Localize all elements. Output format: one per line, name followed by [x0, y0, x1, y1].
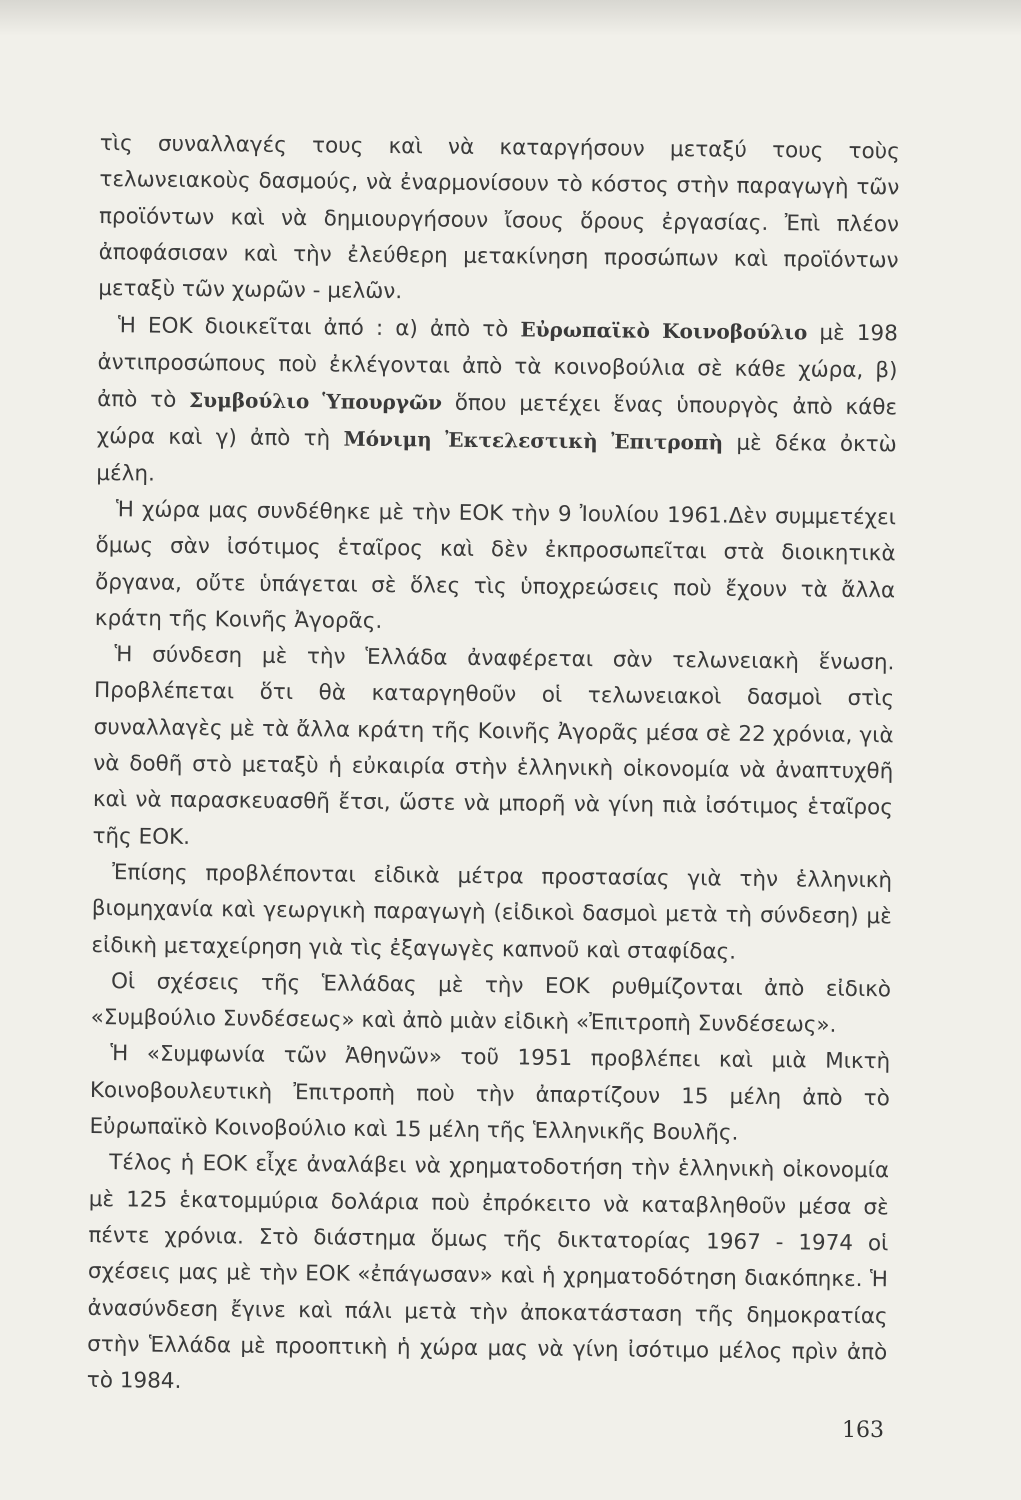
paragraph-4: Ἡ σύνδεση μὲ τὴν Ἑλλάδα ἀναφέρεται σὰν τελωνειακὴ ἕνωση. Προβλέπεται ὅτι θὰ καταργηθοῦν οἱ τελωνειακοὶ δασμοὶ στὶς συναλλαγὲς μὲ τὰ ἄλλα κράτη τῆς Κοινῆς Ἀγορᾶς μέσα σὲ 22 χρόνια, γιὰ νὰ δοθῆ στὸ μεταξὺ ἡ εὐκαιρία στὴν ἑλληνικὴ οἰκονομία νὰ ἀναπτυχθῆ καὶ νὰ παρασκευασθῆ ἔτσι, ὥστε νὰ μπορῆ νὰ γίνη πιὰ ἰσότιμος ἑταῖρος τῆς ΕΟΚ.: [92, 642, 895, 850]
paragraph-8: Τέλος ἡ ΕΟΚ εἶχε ἀναλάβει νὰ χρηματοδοτήση τὴν ἑλληνικὴ οἰκονομία μὲ 125 ἑκατομμύρια δολάρια ποὺ ἐπρόκειτο νὰ καταβληθοῦν μέσα σὲ πέντε χρόνια. Στὸ διάστημα ὅμως τῆς δικτατορίας 1967 - 1974 οἱ σχέσεις μας μὲ τὴν ΕΟΚ «ἐπάγωσαν» καὶ ἡ χρηματοδότηση διακόπηκε. Ἡ ἀνασύνδεση ἔγινε καὶ πάλι μετὰ τὴν ἀποκατάσταση τῆς δημοκρατίας στὴν Ἑλλάδα μὲ προοπτικὴ ἡ χώρα μας νὰ γίνη ἰσότιμο μέλος πρὶν ἀπὸ τὸ 1984.: [86, 1150, 890, 1395]
page-number: 163: [842, 1418, 884, 1443]
paragraph-5: Ἐπίσης προβλέπονται εἰδικὰ μέτρα προστασίας γιὰ τὴν ἑλληνικὴ βιομηχανία καὶ γεωργικὴ παραγωγὴ (εἰδικοὶ δασμοὶ μετὰ τὴ σύνδεση) μὲ εἰδικὴ μεταχείρηση γιὰ τὶς ἐξαγωγὲς καπνοῦ καὶ σταφίδας.: [91, 860, 893, 965]
page-body: [87, 126, 900, 1408]
term-executive-commission: Μόνιμη Ἐκτελεστικὴ Ἐπιτροπὴ: [343, 426, 724, 455]
term-european-parliament: Εὐρωπαϊκὸ Κοινοβούλιο: [520, 317, 808, 345]
paragraph-2-text-b: μὲ 198 ἀντιπροσώπους ποὺ ἐκλέγονται ἀπὸ τὰ κοινοβούλια σὲ κάθε χώρα, β) ἀπὸ τὸ: [97, 320, 898, 414]
paragraph-2-text-c: ὅπου μετέχει ἕνας ὑπουργὸς ἀπὸ κάθε χώρα καὶ γ) ἀπὸ τὴ: [96, 390, 898, 452]
term-council-of-ministers: Συμβούλιο Ὑπουργῶν: [188, 388, 443, 415]
paragraph-2: [96, 307, 898, 500]
paragraph-1: τὶς συναλλαγές τους καὶ νὰ καταργήσουν μεταξύ τους τοὺς τελωνειακοὺς δασμούς, νὰ ἐναρμονίσουν τὸ κόστος στὴν παραγωγὴ τῶν προϊόντων καὶ νὰ δημιουργήσουν ἴσους ὅρους ἐργασίας. Ἐπὶ πλέον ἀποφάσισαν καὶ τὴν ἐλεύθερη μετακίνηση προσώπων καὶ προϊόντων μεταξὺ τῶν χωρῶν - μελῶν.: [98, 130, 900, 305]
paragraph-2-text-d: μὲ δέκα ὀκτὼ μέλη.: [96, 430, 897, 487]
page-top-shadow: [0, 0, 1021, 36]
paragraph-3: Ἡ χώρα μας συνδέθηκε μὲ τὴν ΕΟΚ τὴν 9 Ἰουλίου 1961.Δὲν συμμετέχει ὅμως σὰν ἰσότιμος ἑταῖρος καὶ δὲν ἐκπροσωπεῖται στὰ διοικητικὰ ὄργανα, οὔτε ὑπάγεται σὲ ὅλες τὶς ὑποχρεώσεις ποὺ ἔχουν τὰ ἄλλα κράτη τῆς Κοινῆς Ἀγορᾶς.: [94, 497, 897, 634]
paragraph-2-text-a: Ἡ ΕΟΚ διοικεῖται ἀπό : α) ἀπὸ τὸ: [117, 313, 521, 343]
paragraph-7: Ἡ «Συμφωνία τῶν Ἀθηνῶν» τοῦ 1951 προβλέπει καὶ μιὰ Μικτὴ Κοινοβουλευτικὴ Ἐπιτροπὴ ποὺ τὴν ἀπαρτίζουν 15 μέλη ἀπὸ τὸ Εὐρωπαϊκὸ Κοινοβούλιο καὶ 15 μέλη τῆς Ἑλληνικῆς Βουλῆς.: [89, 1041, 891, 1146]
paragraph-6: Οἱ σχέσεις τῆς Ἑλλάδας μὲ τὴν ΕΟΚ ρυθμίζονται ἀπὸ εἰδικὸ «Συμβούλιο Συνδέσεως» καὶ ἀπὸ μιὰν εἰδικὴ «Ἐπιτροπὴ Συνδέσεως».: [90, 968, 892, 1038]
